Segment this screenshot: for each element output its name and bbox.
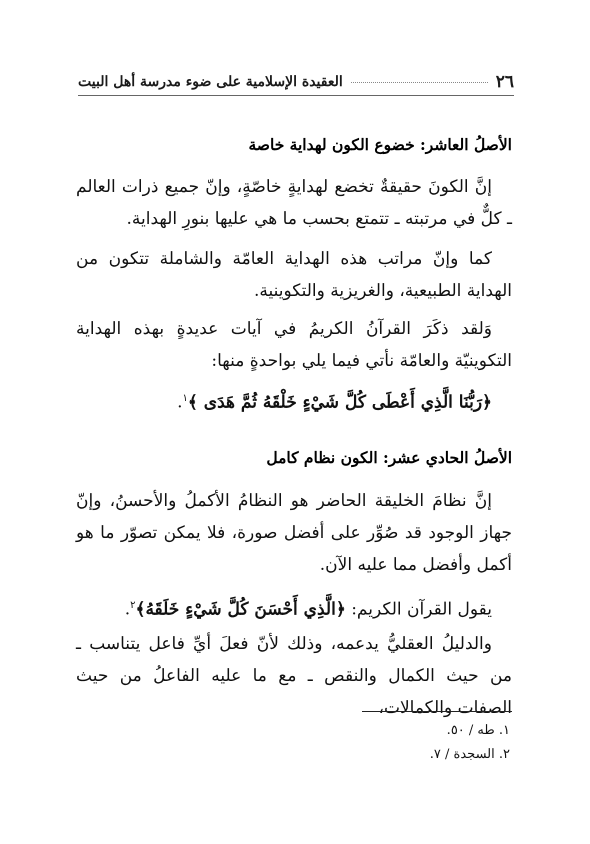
paragraph [76, 313, 512, 377]
section-heading: الأصلُ العاشر: خضوع الكون لهداية خاصة [248, 135, 512, 154]
header-rule [78, 95, 514, 96]
paragraph-text: كما وإنّ مراتب هذه الهداية العامّة والشاملة تتكون من الهداية الطبيعية، والغريزية والتكوينية. [76, 249, 512, 301]
footnote: ١. طه / ٥٠. [446, 723, 510, 738]
footnote-ref: ١ [182, 393, 188, 404]
footnote-ref: ٢ [130, 600, 136, 611]
paragraph [76, 628, 512, 724]
quranic-verse: يقول القرآن الكريم: ﴿الَّذِي أَحْسَنَ كُلَّ شَيْءٍ خَلَقَهُ﴾$^٢$. [124, 599, 492, 620]
running-header [78, 70, 514, 94]
footnote: ٢. السجدة / ٧. [429, 747, 510, 762]
paragraph [76, 243, 512, 307]
paragraph-text: وَلقد ذكَرَ القرآنُ الكريمُ في آيات عديدةٍ بهذه الهداية التكوينيّة والعامّة نأتي فيما يلي بواحدةٍ منها: [76, 319, 512, 371]
verse-text: ﴿رَبُّنَا الَّذِي أَعْطَى كُلَّ شَيْءٍ خَلْقَهُ ثُمَّ هَدَى ﴾ [187, 392, 492, 413]
quranic-verse: ﴿رَبُّنَا الَّذِي أَعْطَى كُلَّ شَيْءٍ خَلْقَهُ ثُمَّ هَدَى ﴾$^١$. [177, 392, 492, 413]
paragraph [76, 485, 512, 581]
verse-intro: يقول القرآن الكريم: [351, 599, 492, 620]
paragraph-text: إنَّ نظامَ الخليقة الحاضر هو النظامُ الأكملُ والأحسنُ، وإنّ جهاز الوجود قد صُوِّر على أفضل صورة، فلا يمكن تصوّر ما هو أكمل وأفضل مما عليه الآن. [76, 491, 512, 575]
paragraph-text: والدليلُ العقليُّ يدعمه، وذلك لأنّ فعلَ أيِّ فاعل يتناسب ـ من حيث الكمال والنقص ـ مع ما عليه الفاعلُ من حيث الصفات والكمالات، [76, 634, 512, 718]
verse-text: ﴿الَّذِي أَحْسَنَ كُلَّ شَيْءٍ خَلَقَهُ﴾ [135, 599, 346, 620]
footnote-rule [362, 711, 512, 712]
header-dot-leader [351, 81, 488, 83]
paragraph [76, 171, 512, 235]
paragraph-text: إنَّ الكونَ حقيقةٌ تخضع لهدايةٍ خاصّةٍ، وإنّ جميع ذرات العالم ـ كلٌّ في مرتبته ـ تتمتع بحسب ما هي عليها بنورِ الهداية. [76, 177, 512, 229]
running-title: العقيدة الإسلامية على ضوء مدرسة أهل البيت [78, 74, 343, 90]
section-heading: الأصلُ الحادي عشر: الكون نظام كامل [266, 448, 512, 467]
page-number: ٢٦ [495, 72, 514, 92]
